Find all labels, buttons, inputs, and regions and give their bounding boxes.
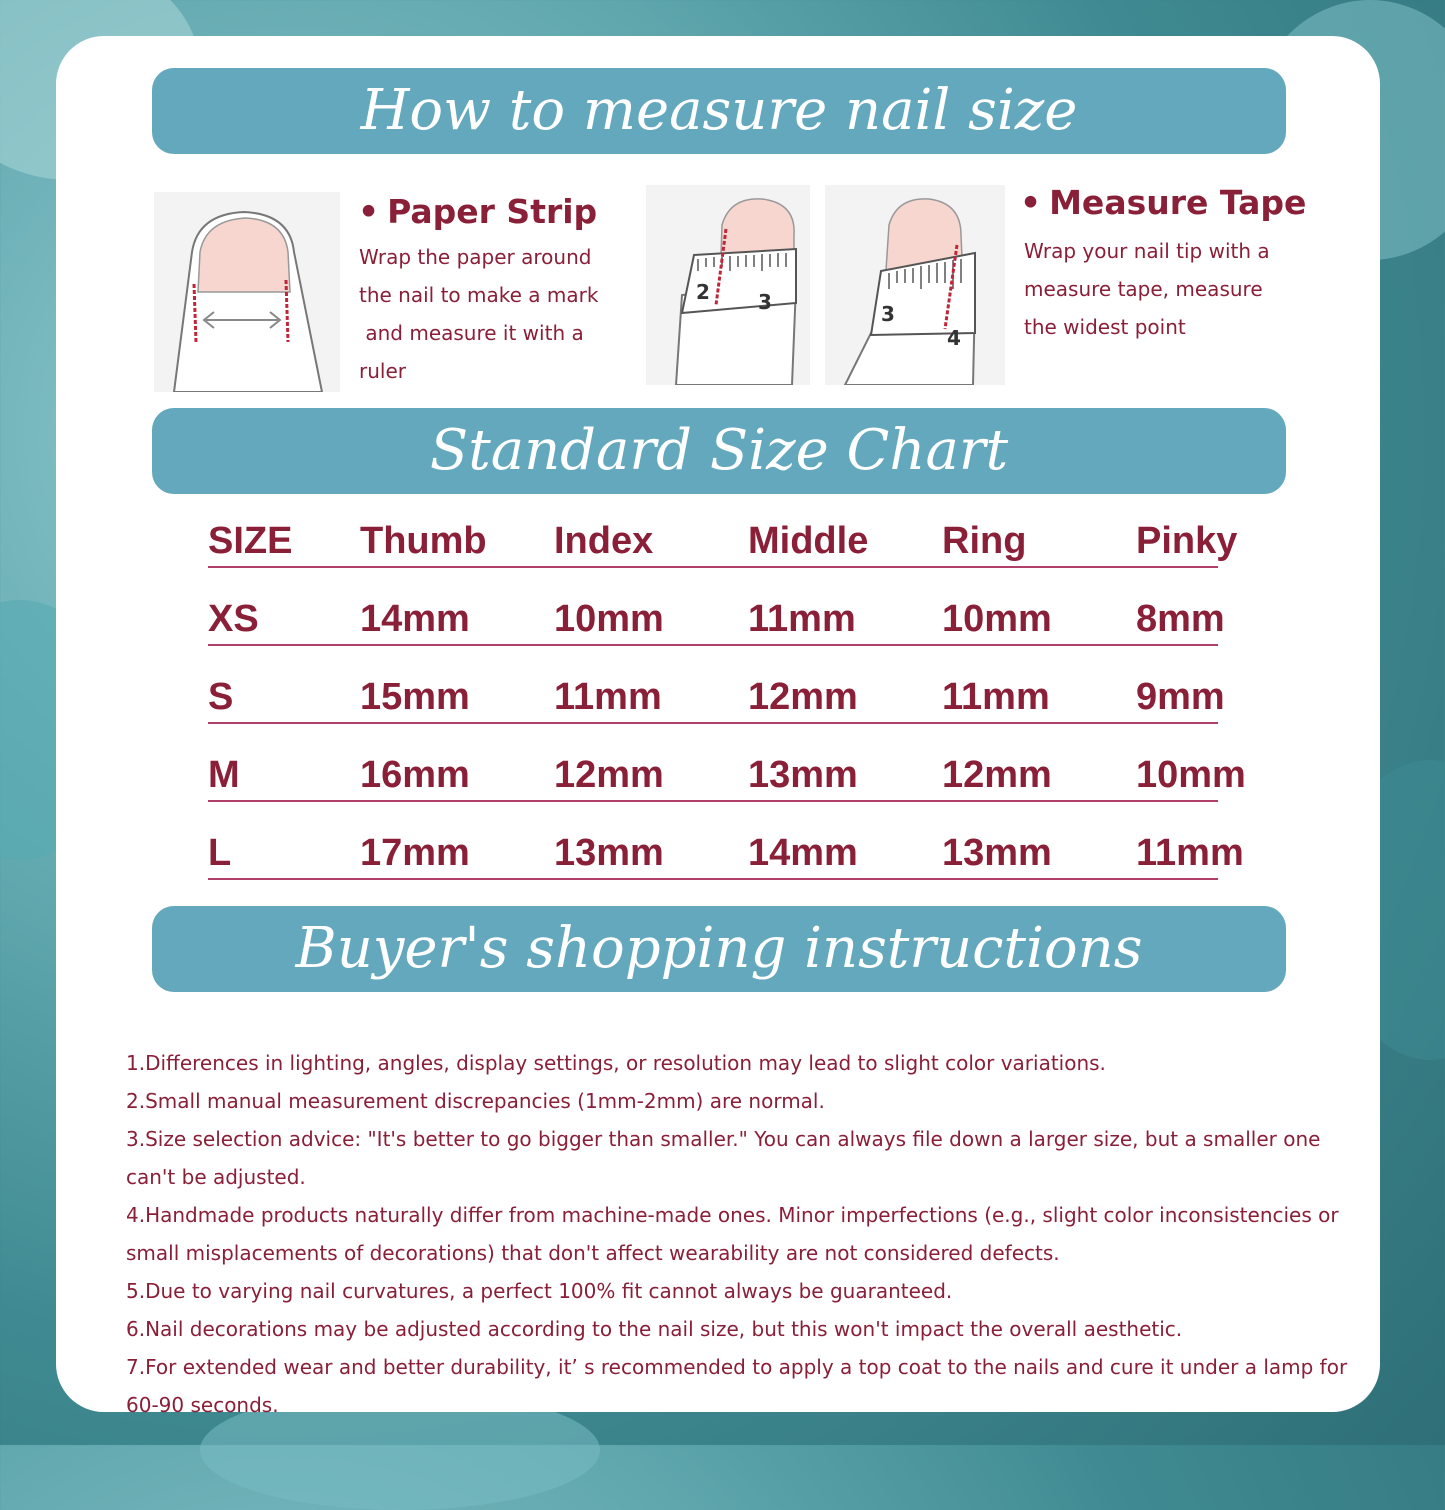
instruction-item: 5.Due to varying nail curvatures, a perfect 100% fit cannot always be guaranteed. [126, 1279, 953, 1303]
paper-strip-description: Wrap the paper around the nail to make a mark and measure it with a ruler [359, 245, 599, 383]
table-header-row [208, 516, 1318, 594]
table-cell: 11mm [554, 676, 662, 718]
table-header-cell: SIZE [208, 520, 293, 562]
table-cell: 12mm [554, 754, 664, 796]
paper-strip-title: • Paper Strip [358, 192, 598, 231]
table-cell: 9mm [1136, 676, 1225, 718]
table-row-divider [208, 722, 1218, 724]
size-guide-card [56, 36, 1380, 1417]
table-cell: 13mm [748, 754, 858, 796]
measure-tape-description: Wrap your nail tip with a measure tape, measure the widest point [1024, 239, 1270, 339]
tape-number: 4 [947, 326, 961, 350]
table-cell: 14mm [360, 598, 470, 640]
instruction-item: 1.Differences in lighting, angles, display settings, or resolution may lead to slight color variations. [126, 1051, 1106, 1075]
table-row [208, 672, 1318, 750]
tape-illustration-front [646, 185, 810, 385]
table-row-divider [208, 800, 1218, 802]
table-row-divider [208, 566, 1218, 568]
table-cell: 11mm [942, 676, 1050, 718]
table-cell: 10mm [1136, 754, 1246, 796]
table-cell: 14mm [748, 832, 858, 874]
paper-strip-illustration [154, 192, 340, 392]
table-row-divider [208, 644, 1218, 646]
table-cell: 10mm [554, 598, 664, 640]
table-cell: L [208, 832, 232, 874]
instruction-item: 7.For extended wear and better durability, it’ s recommended to apply a top coat to the nails and cure it under a lamp for 60-90 seconds. [126, 1355, 1348, 1417]
table-row [208, 828, 1318, 906]
table-cell: 16mm [360, 754, 470, 796]
tape-number: 3 [758, 290, 772, 314]
table-row-divider [208, 878, 1218, 880]
table-cell: 12mm [942, 754, 1052, 796]
table-row [208, 750, 1318, 828]
table-header-cell: Index [554, 520, 654, 562]
instruction-item: 4.Handmade products naturally differ from machine-made ones. Minor imperfections (e.g., slight color inconsistencies or small misplacements of decorations) that don't affect wearability are not considered defects. [126, 1203, 1339, 1265]
size-chart-banner: Standard Size Chart [152, 408, 1286, 494]
table-cell: 8mm [1136, 598, 1225, 640]
table-cell: 13mm [554, 832, 664, 874]
tape-number: 3 [881, 302, 895, 326]
table-header-cell: Ring [942, 520, 1027, 562]
table-cell: 10mm [942, 598, 1052, 640]
table-cell: 15mm [360, 676, 470, 718]
table-cell: M [208, 754, 240, 796]
table-row [208, 594, 1318, 672]
instruction-item: 6.Nail decorations may be adjusted according to the nail size, but this won't impact the overall aesthetic. [126, 1317, 1183, 1341]
tape-illustration-side [825, 185, 1005, 385]
size-table [208, 516, 1318, 906]
table-cell: 11mm [748, 598, 856, 640]
instruction-item: 3.Size selection advice: "It's better to go bigger than smaller." You can always file down a larger size, but a smaller one can't be adjusted. [126, 1127, 1321, 1189]
buyer-instructions-banner: Buyer's shopping instructions [152, 906, 1286, 992]
table-cell: XS [208, 598, 259, 640]
measure-tape-title: • Measure Tape [1020, 183, 1307, 222]
table-cell: 17mm [360, 832, 470, 874]
table-header-cell: Thumb [360, 520, 487, 562]
table-header-cell: Pinky [1136, 520, 1238, 562]
instruction-item: 2.Small manual measurement discrepancies (1mm-2mm) are normal. [126, 1089, 825, 1113]
measure-banner: How to measure nail size [152, 68, 1286, 154]
table-cell: 11mm [1136, 832, 1244, 874]
table-cell: 13mm [942, 832, 1052, 874]
table-cell: S [208, 676, 234, 718]
tape-number: 2 [696, 280, 710, 304]
buyer-instructions-list [126, 1044, 1366, 1424]
table-header-cell: Middle [748, 520, 869, 562]
table-cell: 12mm [748, 676, 858, 718]
